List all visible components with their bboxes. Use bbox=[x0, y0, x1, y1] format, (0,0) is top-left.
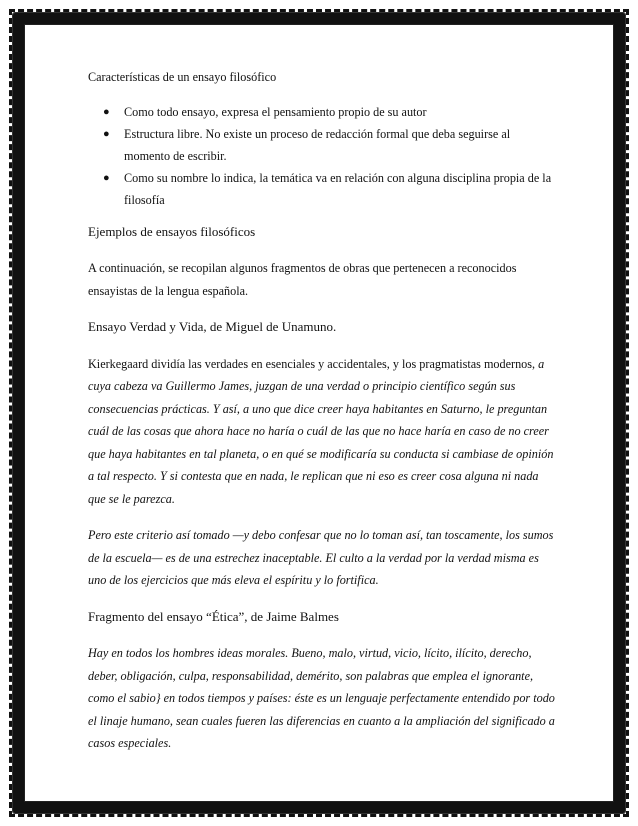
essay-unamuno-paragraph-1 bbox=[88, 353, 558, 511]
essay-balmes-title: Fragmento del ensayo “Ética”, de Jaime Balmes bbox=[88, 608, 339, 624]
list-item-text: Como su nombre lo indica, la temática va en relación con alguna disciplina propia de la filosofía bbox=[124, 170, 552, 207]
characteristics-list bbox=[88, 101, 558, 211]
list-item bbox=[88, 123, 558, 167]
list-item-text: Como todo ensayo, expresa el pensamiento propio de su autor bbox=[124, 104, 427, 119]
list-item-text: Estructura libre. No existe un proceso de redacción formal que deba seguirse al momento de escribir. bbox=[124, 126, 511, 163]
essay-unamuno-text-normal: Kierkegaard dividía las verdades en esenciales y accidentales, y los pragmatistas modernos, bbox=[88, 356, 536, 371]
essay-unamuno-title: Ensayo Verdad y Vida, de Miguel de Unamuno. bbox=[88, 319, 337, 334]
document-body bbox=[88, 66, 558, 769]
essay-unamuno-text-italic: a cuya cabeza va Guillermo James, juzgan de una verdad o principio científico según sus consecuencias prácticas. Y así, a uno que dice creer haya habitantes en Saturno, le preguntan cuál de las cosas que ahora hace no haría o cuál de las que no hace haría en caso de no creer que haya habitantes en tal planeta, o en qué se modificaría su conducta si cambiase de opinión a tal respecto. Y si contesta que en nada, le replican que ni eso es creer cosa alguna ni nada que se le parezca. bbox=[88, 356, 554, 506]
essay-unamuno-paragraph-2: Pero este criterio así tomado —y debo confesar que no lo toman así, tan toscamente, los sumos de la escuela— es de una estrechez inaceptable. El culto a la verdad por la verdad misma es uno de los ejercicios que más eleva el espíritu y lo fortifica. bbox=[88, 528, 554, 587]
bullet-icon: ● bbox=[103, 127, 110, 140]
essay-balmes-paragraph: Hay en todos los hombres ideas morales. Bueno, malo, virtud, vicio, lícito, ilícito, derecho, deber, obligación, culpa, responsabilidad, demérito, son palabras que emplea el ignorante, como el sabio} en todos tiempos y países: éste es un lenguaje perfectamente entendido por todo el linaje humano, sean cuales fueren las diferencias en cuanto a la ampliación del significado a casos especiales. bbox=[88, 646, 555, 750]
bullet-icon: ● bbox=[103, 105, 110, 118]
examples-title: Ejemplos de ensayos filosóficos bbox=[88, 223, 256, 239]
list-item bbox=[88, 101, 558, 123]
bullet-icon: ● bbox=[103, 171, 110, 184]
list-item bbox=[88, 167, 558, 211]
intro-paragraph: A continuación, se recopilan algunos fragmentos de obras que pertenecen a reconocidos ensayistas de la lengua española. bbox=[88, 261, 517, 298]
characteristics-heading: Características de un ensayo filosófico bbox=[88, 70, 277, 84]
